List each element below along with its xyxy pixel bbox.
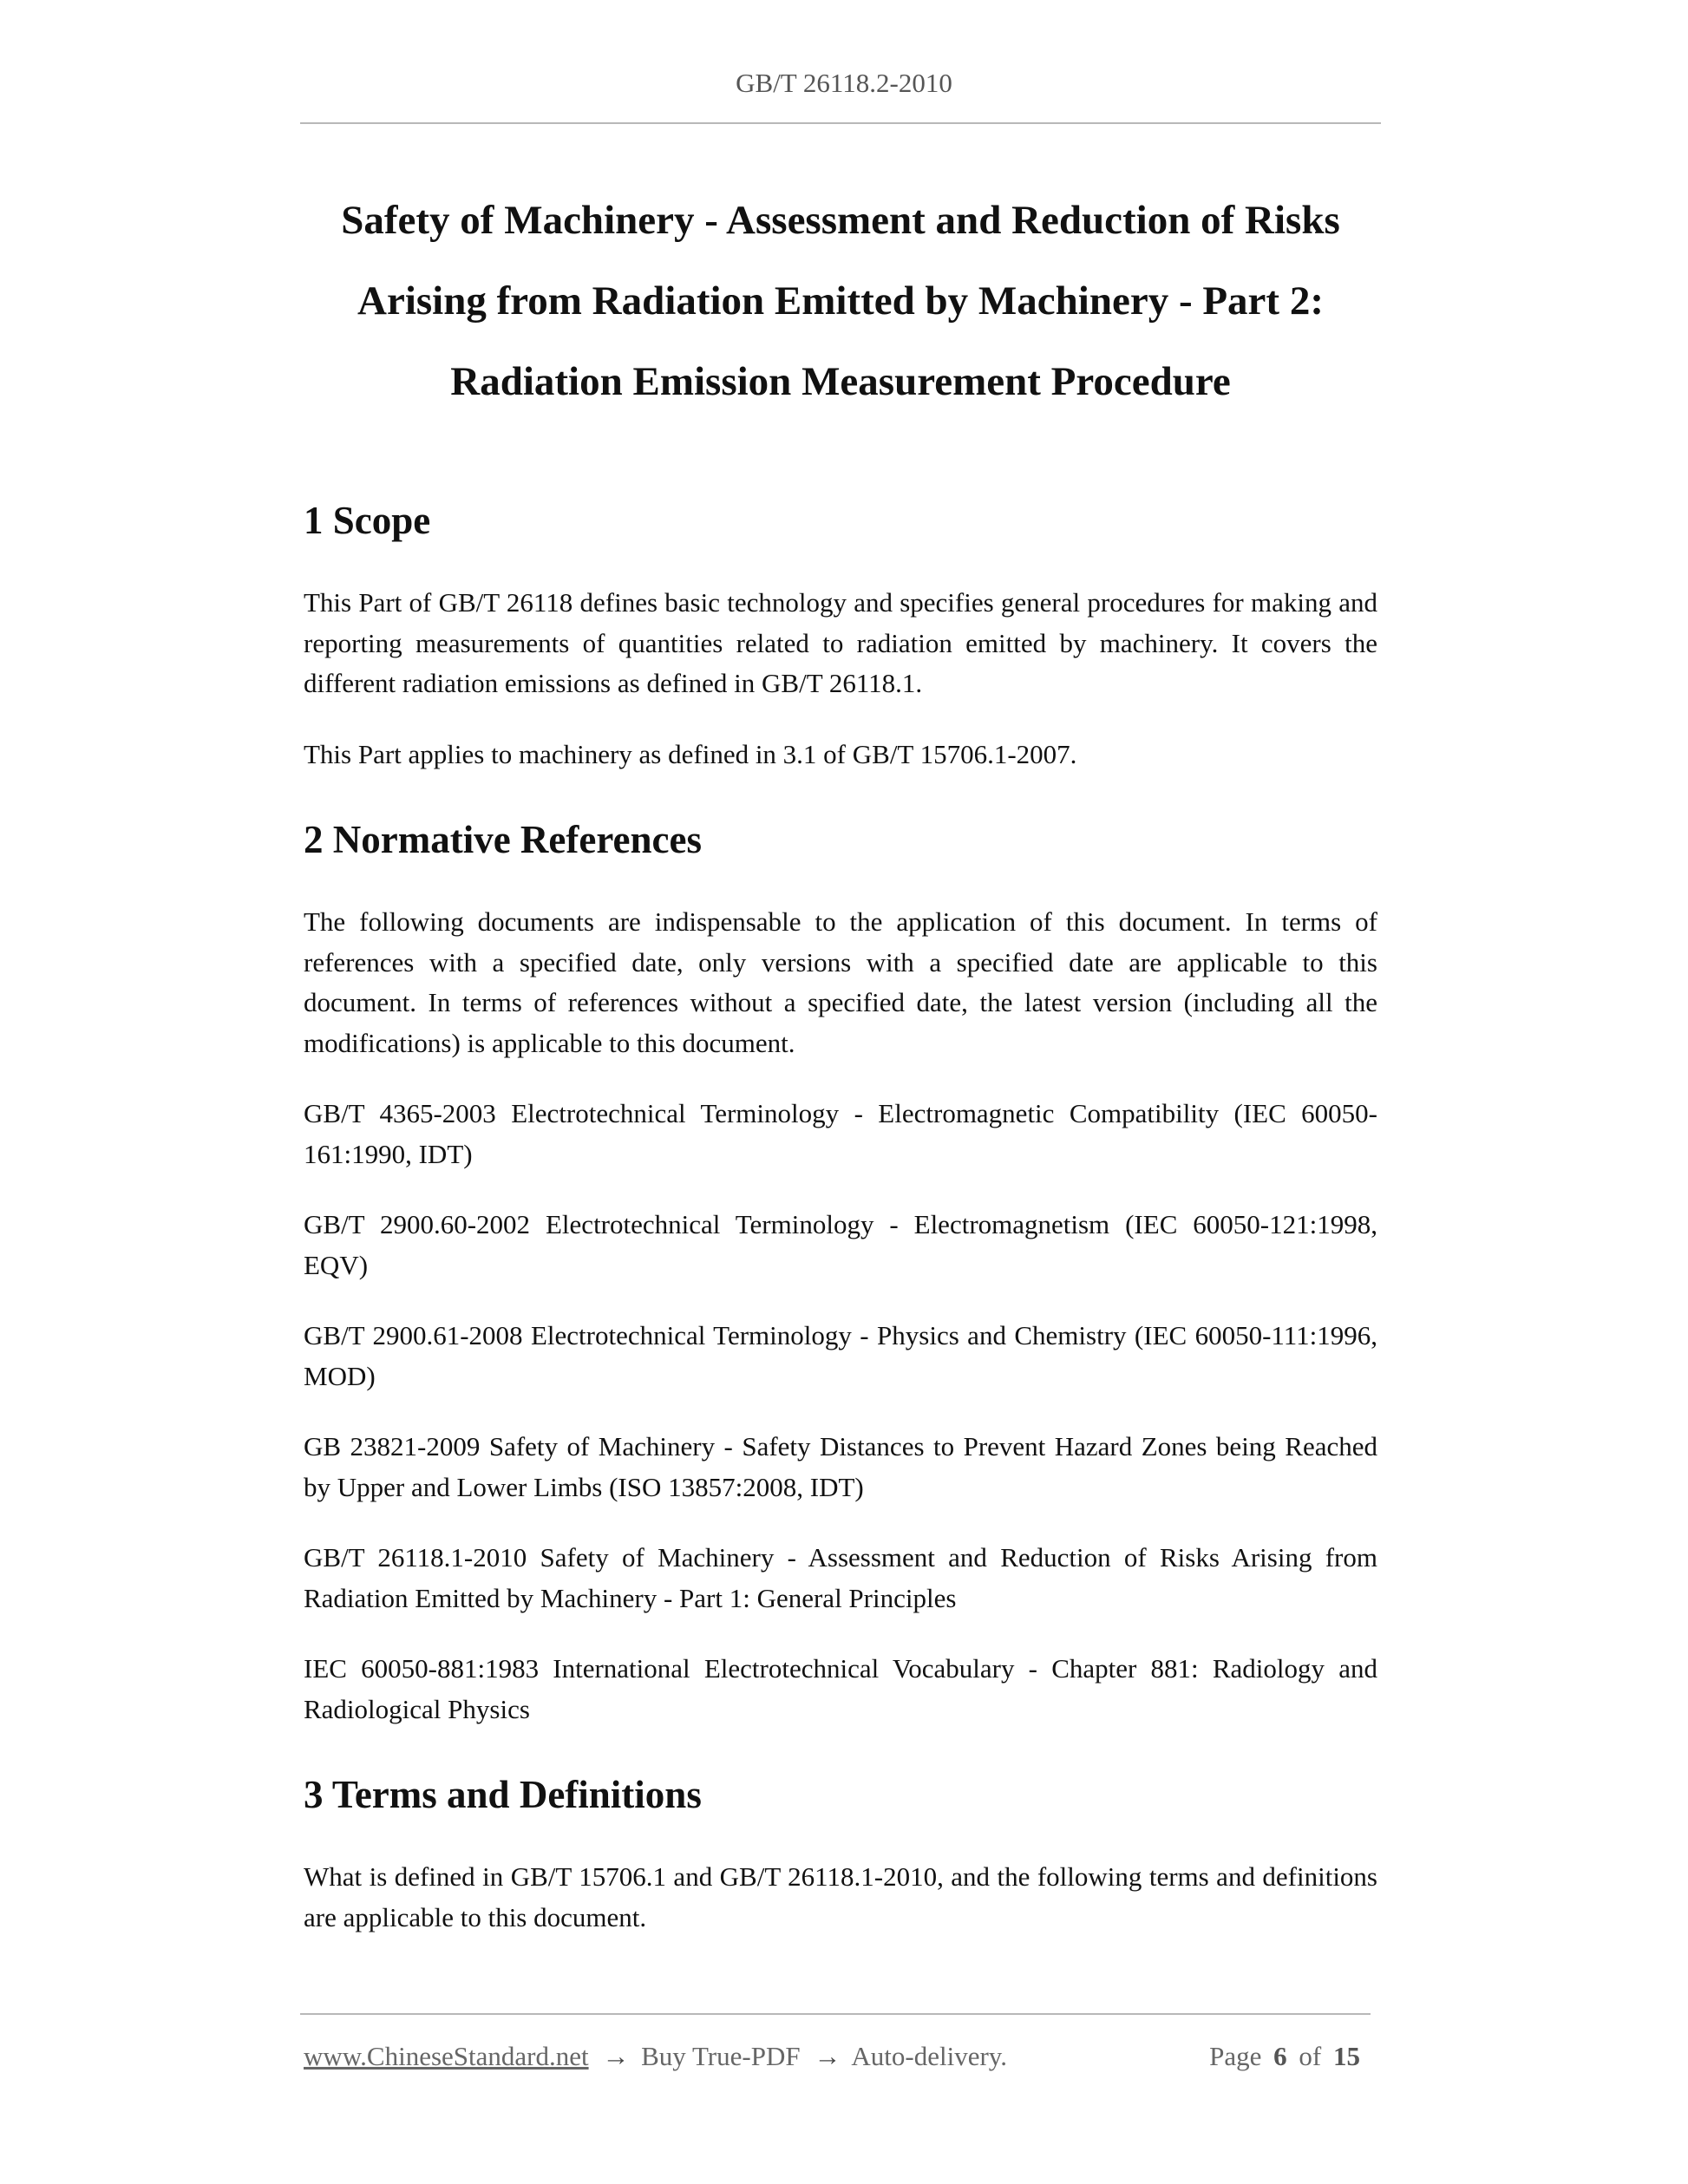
reference-item: IEC 60050-881:1983 International Electrotechnical Vocabulary - Chapter 881: Radiology and Radiological Physics: [304, 1653, 1377, 1724]
title-line-2: Arising from Radiation Emitted by Machinery - Part 2:: [357, 278, 1324, 324]
page-label: Page: [1209, 2041, 1262, 2071]
reference-item: GB/T 2900.60-2002 Electrotechnical Terminology - Electromagnetism (IEC 60050-121:1998, EQV): [304, 1209, 1377, 1280]
normative-intro-paragraph: The following documents are indispensable to the application of this document. In terms of references with a specified date, only versions with a specified date are applicable to this document. In terms of references without a specified date, the latest version (including all the modifications) is applicable to this document.: [304, 906, 1377, 1058]
footer-promo: [304, 2037, 1007, 2076]
page-of-label: of: [1299, 2041, 1322, 2071]
reference-item: GB/T 2900.61-2008 Electrotechnical Terminology - Physics and Chemistry (IEC 60050-111:1996, MOD): [304, 1320, 1377, 1391]
document-body: [304, 496, 1377, 1938]
scope-paragraph: This Part applies to machinery as defined in 3.1 of GB/T 15706.1-2007.: [304, 738, 1077, 769]
reference-item: GB/T 4365-2003 Electrotechnical Terminology - Electromagnetic Compatibility (IEC 60050-161:1990, IDT): [304, 1098, 1377, 1169]
reference-item: GB/T 26118.1-2010 Safety of Machinery - Assessment and Reduction of Risks Arising from Radiation Emitted by Machinery - Part 1: General Principles: [304, 1542, 1377, 1613]
section-heading-terms-and-definitions: 3 Terms and Definitions: [304, 1773, 702, 1816]
section-heading-normative-references: 2 Normative References: [304, 818, 702, 861]
terms-paragraph: What is defined in GB/T 15706.1 and GB/T 26118.1-2010, and the following terms and definitions are applicable to this document.: [304, 1861, 1377, 1932]
buy-pdf-text: Buy True-PDF: [641, 2041, 801, 2071]
footer-divider: [300, 2013, 1371, 2015]
header-divider: [300, 122, 1381, 124]
page-total: 15: [1333, 2041, 1360, 2071]
section-heading-scope: 1 Scope: [304, 499, 431, 542]
document-title: [300, 180, 1381, 422]
header-doc-code: GB/T 26118.2-2010: [736, 68, 952, 98]
arrow-right-icon: →: [814, 2041, 841, 2071]
title-line-3: Radiation Emission Measurement Procedure: [450, 359, 1231, 404]
scope-paragraph: This Part of GB/T 26118 defines basic technology and specifies general procedures for making and reporting measurements of quantities related to radiation emitted by machinery. It covers the different radiation emissions as defined in GB/T 26118.1.: [304, 587, 1377, 698]
arrow-right-icon: →: [602, 2041, 630, 2071]
auto-delivery-text: Auto-delivery.: [851, 2041, 1008, 2071]
page-footer: [304, 2037, 1371, 2076]
reference-item: GB 23821-2009 Safety of Machinery - Safety Distances to Prevent Hazard Zones being Reached by Upper and Lower Limbs (ISO 13857:2008, IDT): [304, 1431, 1377, 1502]
website-link[interactable]: www.ChineseStandard.net: [304, 2041, 589, 2071]
page-current: 6: [1273, 2041, 1287, 2071]
page-indicator: [1209, 2037, 1365, 2076]
title-line-1: Safety of Machinery - Assessment and Reduction of Risks: [341, 198, 1340, 243]
